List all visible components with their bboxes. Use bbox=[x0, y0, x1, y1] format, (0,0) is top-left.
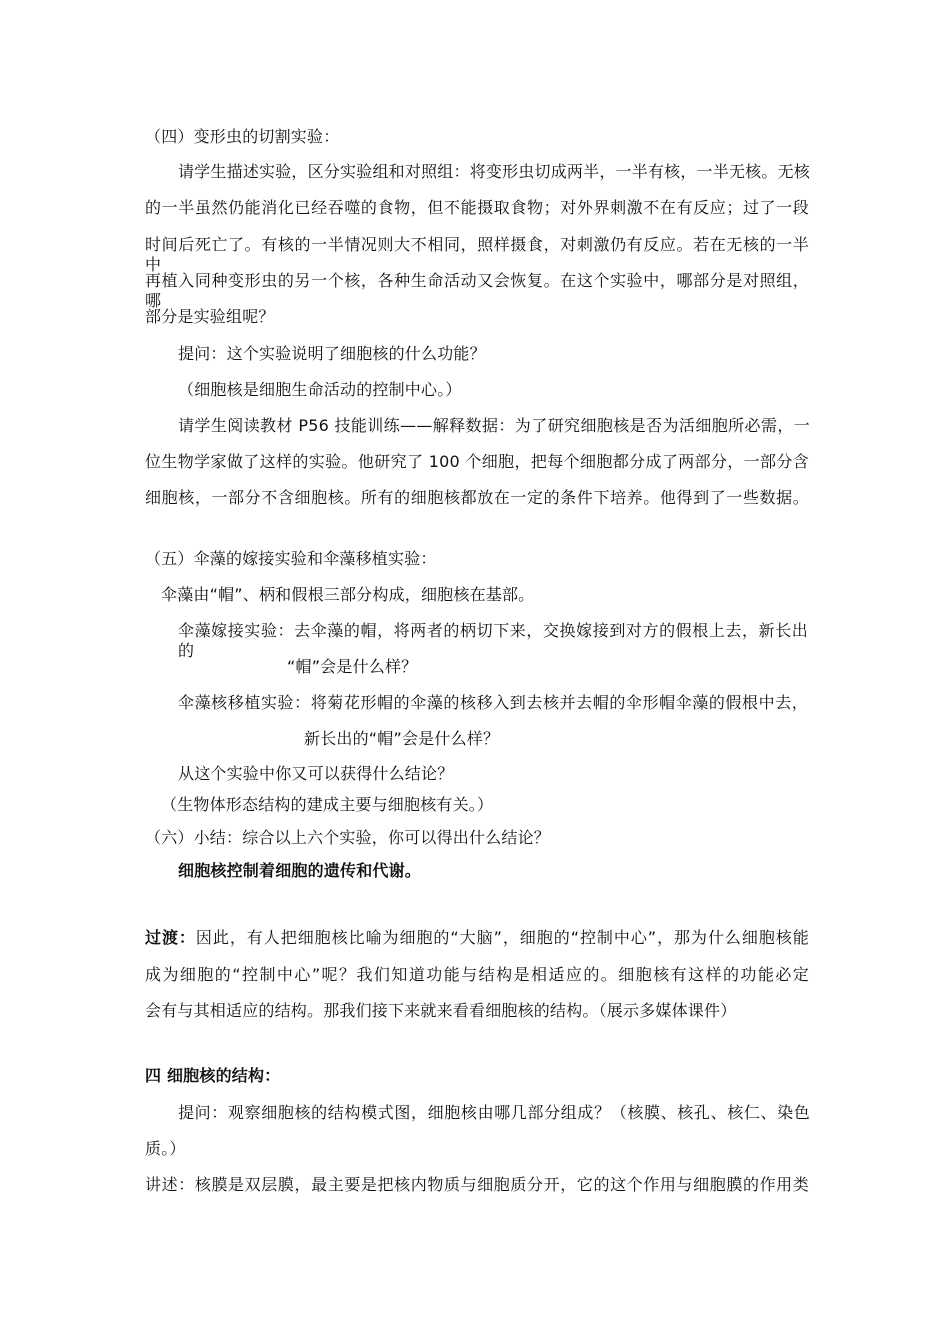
section4-paragraph-line-3: 时间后死亡了。有核的一半情况则大不相同，照样摄食，对刺激仍有反应。若在无核的一半中 bbox=[145, 235, 809, 274]
transition-line-2: 成为细胞的“控制中心”呢？我们知道功能与结构是相适应的。细胞核有这样的功能必定 bbox=[145, 965, 809, 984]
reading-line-1: 请学生阅读教材 P56 技能训练——解释数据：为了研究细胞核是否为活细胞所必需，一 bbox=[178, 416, 810, 435]
reading-line-2: 位生物学家做了这样的实验。他研究了 100 个细胞，把每个细胞都分成了两部分，一部分含 bbox=[145, 452, 809, 471]
transplant-experiment-line-1: 伞藻核移植实验：将菊花形帽的伞藻的核移入到去核并去帽的伞形帽伞藻的假根中去， bbox=[178, 693, 808, 712]
section4-paragraph-line-5: 部分是实验组呢？ bbox=[145, 307, 275, 326]
transition-text-1: 因此，有人把细胞核比喻为细胞的“大脑”，细胞的“控制中心”，那为什么细胞核能 bbox=[195, 928, 809, 947]
section4-paragraph-line-2: 的一半虽然仍能消化已经吞噬的食物，但不能摄取食物；对外界刺激不在有反应；过了一段 bbox=[145, 198, 809, 217]
reading-line-3: 细胞核，一部分不含细胞核。所有的细胞核都放在一定的条件下培养。他得到了一些数据。 bbox=[145, 488, 809, 507]
structure-lecture-line: 讲述：核膜是双层膜，最主要是把核内物质与细胞质分开，它的这个作用与细胞膜的作用类 bbox=[145, 1175, 809, 1194]
section4-heading: （四）变形虫的切割实验： bbox=[145, 127, 340, 146]
section5-answer: （生物体形态结构的建成主要与细胞核有关。） bbox=[161, 795, 494, 814]
transition-line-1 bbox=[145, 928, 809, 948]
transition-label: 过渡： bbox=[145, 928, 196, 947]
section4-question: 提问：这个实验说明了细胞核的什么功能？ bbox=[178, 344, 486, 363]
section6-heading: （六）小结：综合以上六个实验，你可以得出什么结论？ bbox=[145, 828, 551, 847]
transplant-experiment-line-2: 新长出的“帽”会是什么样？ bbox=[304, 729, 500, 748]
section4-paragraph-line-1: 请学生描述实验，区分实验组和对照组：将变形虫切成两半，一半有核，一半无核。无核 bbox=[178, 162, 810, 181]
section4-answer: （细胞核是细胞生命活动的控制中心。） bbox=[178, 380, 462, 399]
structure-heading: 四 细胞核的结构： bbox=[145, 1066, 281, 1085]
section6-conclusion: 细胞核控制着细胞的遗传和代谢。 bbox=[178, 861, 422, 880]
structure-question-line-2: 质。） bbox=[145, 1139, 186, 1158]
section5-question: 从这个实验中你又可以获得什么结论？ bbox=[178, 764, 454, 783]
graft-experiment-line-1: 伞藻嫁接实验：去伞藻的帽，将两者的柄切下来，交换嫁接到对方的假根上去，新长出的 bbox=[178, 621, 808, 660]
section5-heading: （五）伞藻的嫁接实验和伞藻移植实验： bbox=[145, 549, 437, 568]
graft-experiment-line-2: “帽”会是什么样？ bbox=[287, 657, 418, 676]
section5-intro: 伞藻由“帽”、柄和假根三部分构成，细胞核在基部。 bbox=[161, 585, 535, 604]
structure-question-line-1: 提问：观察细胞核的结构模式图，细胞核由哪几部分组成？（核膜、核孔、核仁、染色 bbox=[178, 1103, 810, 1122]
transition-line-3: 会有与其相适应的结构。那我们接下来就来看看细胞核的结构。（展示多媒体课件） bbox=[145, 1001, 737, 1020]
section4-paragraph-line-4: 再植入同种变形虫的另一个核，各种生命活动又会恢复。在这个实验中，哪部分是对照组，哪 bbox=[145, 271, 809, 310]
